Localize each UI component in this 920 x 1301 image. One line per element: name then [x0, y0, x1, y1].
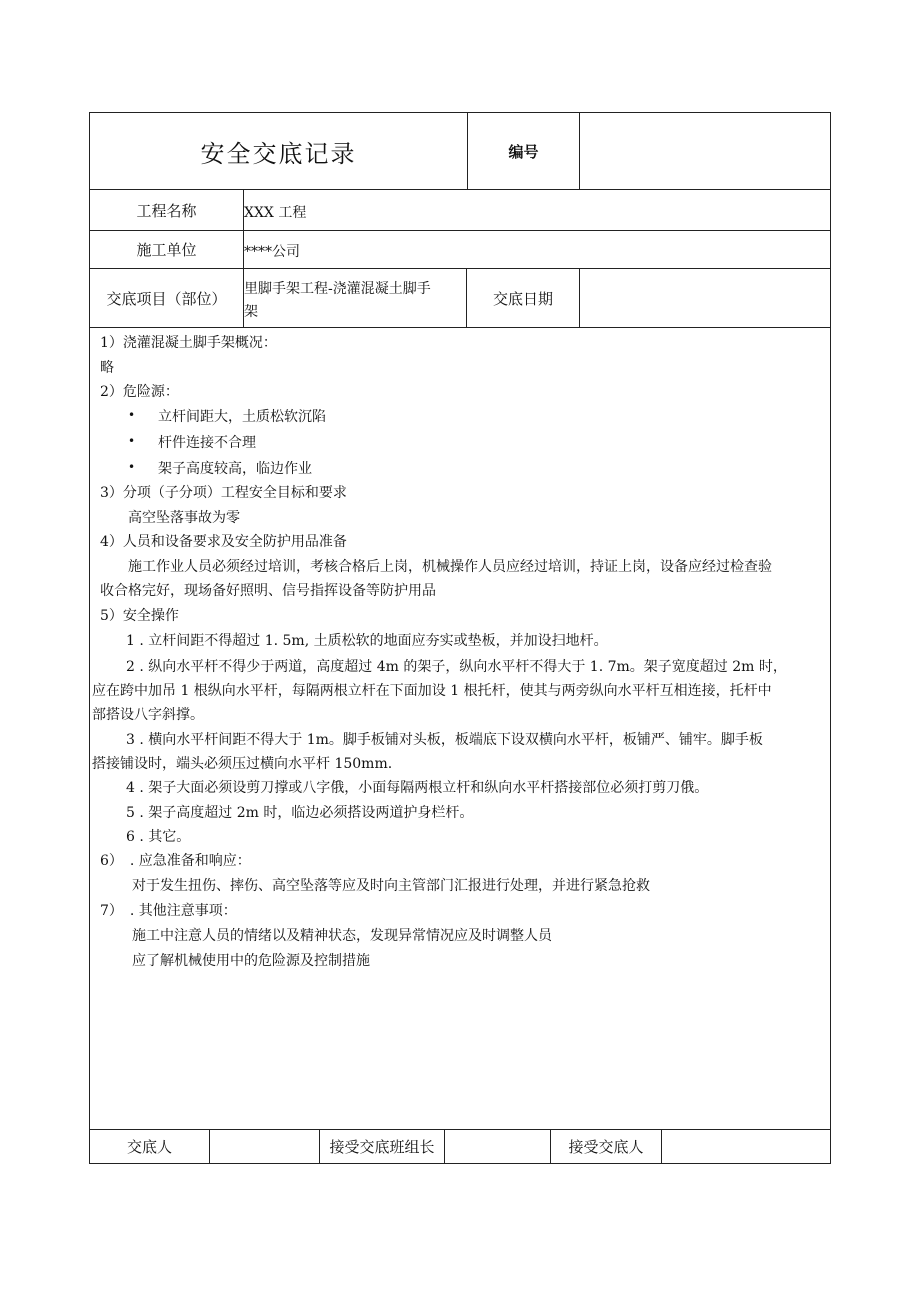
team-leader-field[interactable] — [445, 1130, 550, 1163]
presenter-label: 交底人 — [126, 1138, 172, 1156]
bullet-icon: • — [128, 408, 136, 422]
receiver-label: 接受交底人 — [568, 1138, 644, 1156]
construction-unit-label: 施工单位 — [136, 241, 197, 259]
presenter-field[interactable] — [210, 1130, 319, 1163]
operation-3-line1: 3 . 横向水平杆间距不得大于 1m。脚手板铺对头板，板端底下设双横向水平杆，板铺严、铺牢。脚手板 — [126, 732, 763, 748]
bullet-icon: • — [128, 460, 136, 474]
item-label: 交底项目（部位） — [106, 289, 227, 308]
operation-5: 5 . 架子高度超过 2m 时，临边必须搭设两道护身栏杆。 — [126, 805, 474, 821]
hazard-item: 架子高度较高，临边作业 — [158, 461, 312, 477]
section-7-heading: 7） . 其他注意事项： — [100, 903, 237, 919]
page-title: 安全交底记录 — [200, 139, 357, 168]
operation-4: 4 . 架子大面必须设剪刀撑或八字俄，小面每隔两根立杆和纵向水平杆搭接部位必须打剪刀俄。 — [126, 780, 709, 796]
section-6-body: 对于发生扭伤、摔伤、高空坠落等应及时向主管部门汇报进行处理，并进行紧急抢救 — [132, 878, 650, 894]
project-name-value: XXX 工程 — [244, 205, 307, 221]
project-name-label: 工程名称 — [136, 201, 197, 220]
section-1-body: 略 — [100, 360, 114, 376]
number-label: 编号 — [508, 142, 539, 161]
section-3-heading: 3）分项（子分项）工程安全目标和要求 — [100, 485, 347, 501]
construction-unit-value: ****公司 — [244, 244, 300, 260]
operation-2-line3: 部搭设八字斜撑。 — [92, 707, 204, 723]
section-2-heading: 2）危险源： — [100, 384, 179, 400]
section-4-line2: 收合格完好，现场备好照明、信号指挥设备等防护用品 — [100, 583, 436, 599]
section-5-heading: 5）安全操作 — [100, 608, 179, 624]
operation-2-line2: 应在跨中加吊 1 根纵向水平杆，每隔两根立杆在下面加设 1 根托杆，使其与两旁纵向水平杆互相连接，托杆中 — [92, 683, 772, 699]
section-7-line1: 施工中注意人员的情绪以及精神状态，发现异常情况应及时调整人员 — [132, 928, 552, 944]
operation-3-line2: 搭接铺设时，端头必须压过横向水平杆 150mm. — [92, 756, 393, 772]
operation-1: 1 . 立杆间距不得超过 1. 5m, 土质松软的地面应夯实或垫板，并加设扫地杆。 — [126, 633, 608, 649]
date-field[interactable] — [580, 269, 830, 327]
hazard-item: 立杆间距大，土质松软沉陷 — [158, 409, 326, 425]
table-border-bottom — [89, 1163, 831, 1164]
receiver-field[interactable] — [662, 1130, 830, 1163]
operation-2-line1: 2 . 纵向水平杆不得少于两道，高度超过 4m 的架子，纵向水平杆不得大于 1. 7m。架子宽度超过 2m 时， — [126, 659, 787, 675]
bullet-icon: • — [128, 434, 136, 448]
number-field[interactable] — [580, 113, 830, 189]
item-value-line1: 里脚手架工程-浇灌混凝土脚手 — [244, 281, 431, 297]
hazard-item: 杆件连接不合理 — [158, 435, 256, 451]
section-3-body: 高空坠落事故为零 — [128, 510, 240, 526]
section-7-line2: 应了解机械使用中的危险源及控制措施 — [132, 953, 370, 969]
section-4-line1: 施工作业人员必须经过培训，考核合格后上岗，机械操作人员应经过培训，持证上岗，设备应经过检查验 — [128, 559, 772, 575]
row-divider — [89, 327, 831, 328]
content-area — [92, 330, 828, 1126]
section-6-heading: 6） . 应急准备和响应： — [100, 853, 251, 869]
section-1-heading: 1）浇灌混凝土脚手架概况： — [100, 335, 277, 351]
section-4-heading: 4）人员和设备要求及安全防护用品准备 — [100, 534, 347, 550]
item-value-line2: 架 — [244, 304, 258, 320]
operation-6: 6 . 其它。 — [126, 829, 191, 845]
table-border-right — [830, 112, 831, 1164]
date-label: 交底日期 — [492, 289, 553, 308]
team-leader-label: 接受交底班组长 — [329, 1138, 435, 1156]
